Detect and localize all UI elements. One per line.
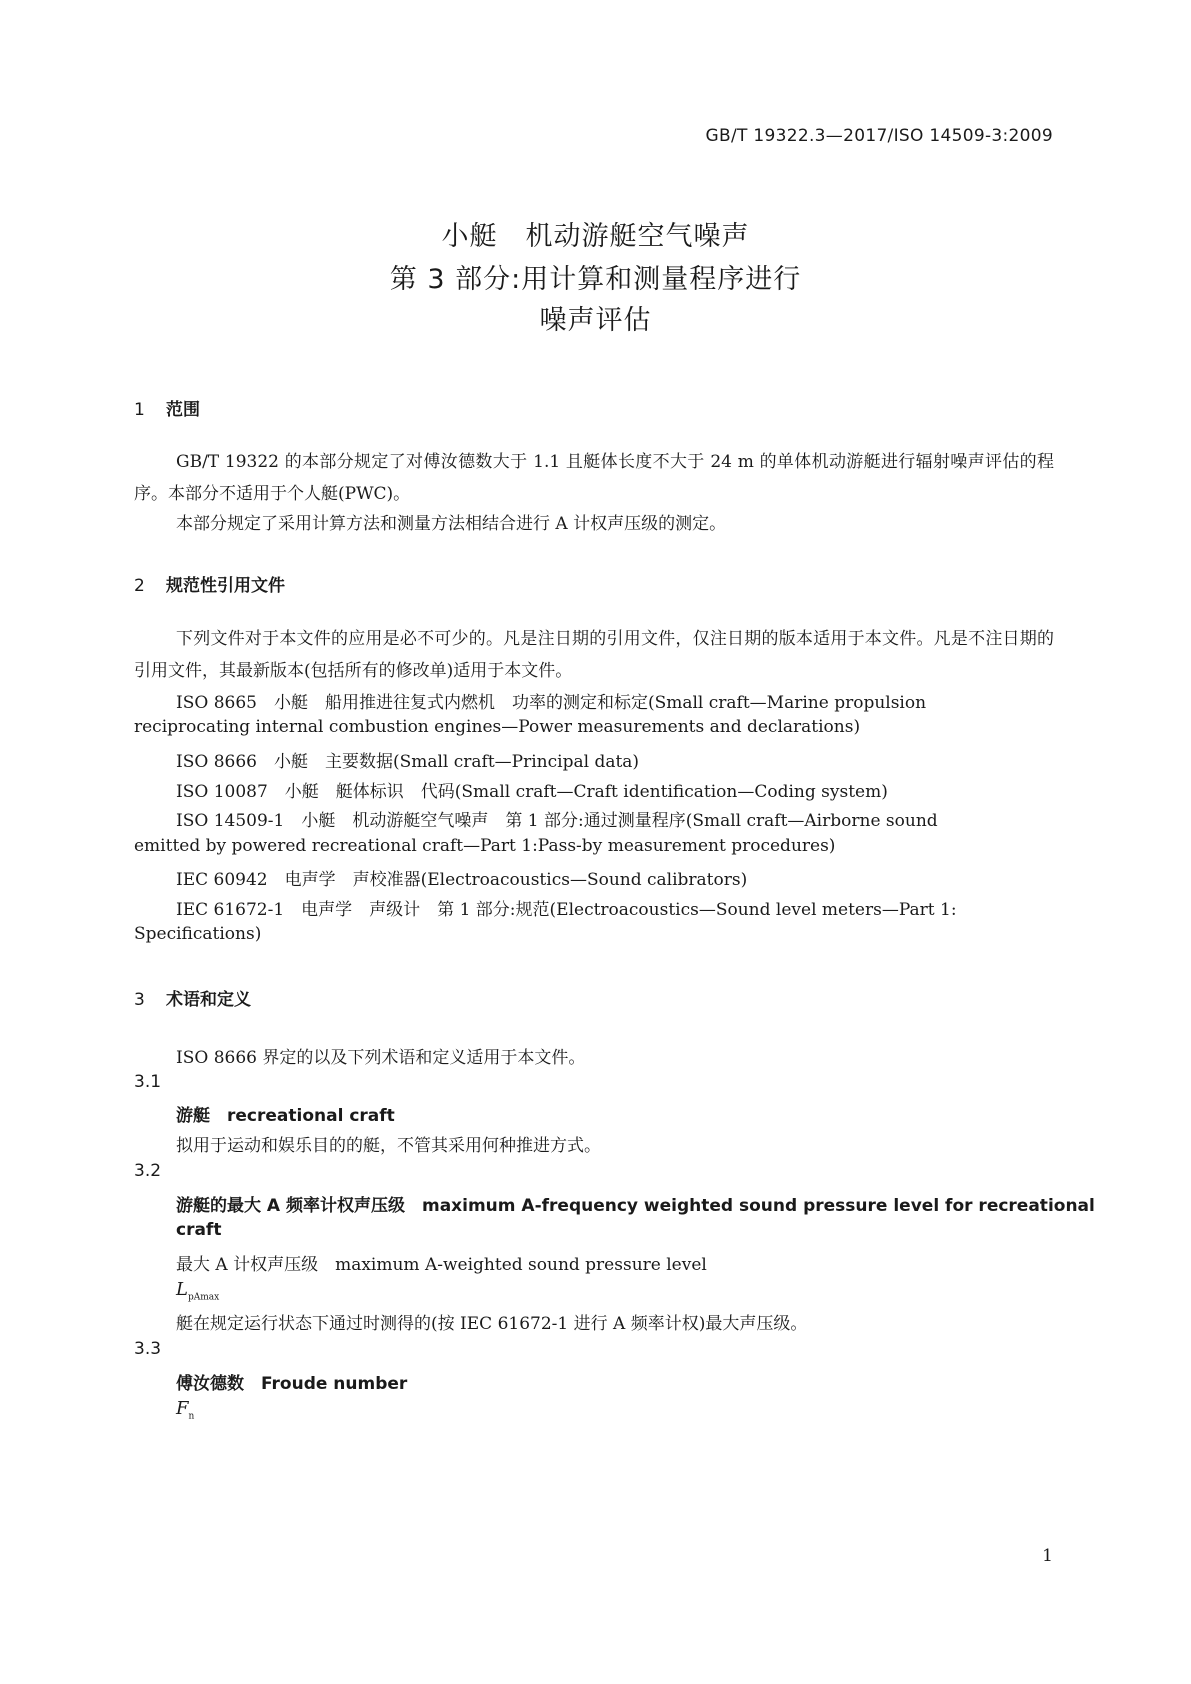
title-line-3: 噪声评估 [539, 305, 652, 336]
symbol-3-2: $L_{pAmax}$ [176, 1279, 220, 1303]
reference-iso-8665-line-2: reciprocating internal combustion engines—Power measurements and declarations) [134, 717, 861, 737]
section-3-heading [134, 985, 251, 1010]
term-3-1: 游艇 recreational craft [176, 1106, 395, 1126]
section-2-heading [134, 571, 285, 596]
page-number: 1 [1042, 1546, 1053, 1566]
reference-iec-61672-1-line-1: IEC 61672-1 电声学 声级计 第 1 部分:规范(Electroacoustics—Sound level meters—Part 1: [176, 900, 957, 920]
term-number-3-2: 3.2 [134, 1161, 162, 1181]
title-line-1: 小艇 机动游艇空气噪声 [441, 221, 750, 252]
title-line-2: 第 3 部分:用计算和测量程序进行 [389, 264, 802, 295]
section-2-intro: 下列文件对于本文件的应用是必不可少的。凡是注日期的引用文件，仅注日期的版本适用于本文件。凡是不注日期的引用文件，其最新版本(包括所有的修改单)适用于本文件。 [134, 629, 1054, 681]
section-title: 术语和定义 [166, 990, 251, 1010]
section-number: 1 [134, 400, 145, 420]
section-number: 2 [134, 576, 145, 596]
section-title: 规范性引用文件 [166, 576, 285, 596]
section-1-heading [134, 395, 200, 420]
document-header: GB/T 19322.3—2017/ISO 14509-3:2009 [705, 126, 1053, 146]
term-3-2-line-1: 游艇的最大 A 频率计权声压级 maximum A-frequency weighted sound pressure level for recreational [176, 1196, 1095, 1216]
reference-iso-14509-1-line-1: ISO 14509-1 小艇 机动游艇空气噪声 第 1 部分:通过测量程序(Small craft—Airborne sound [176, 811, 938, 831]
definition-3-2: 艇在规定运行状态下通过时测得的(按 IEC 61672-1 进行 A 频率计权)最大声压级。 [176, 1314, 808, 1334]
section-3-intro: ISO 8666 界定的以及下列术语和定义适用于本文件。 [176, 1048, 586, 1068]
reference-iso-8666: ISO 8666 小艇 主要数据(Small craft—Principal data) [176, 752, 640, 772]
reference-iso-10087: ISO 10087 小艇 艇体标识 代码(Small craft—Craft identification—Coding system) [176, 782, 888, 802]
admitted-term-3-2: 最大 A 计权声压级 maximum A-weighted sound pressure level [176, 1255, 707, 1275]
section-number: 3 [134, 990, 145, 1010]
reference-iec-60942: IEC 60942 电声学 声校准器(Electroacoustics—Sound calibrators) [176, 870, 748, 890]
definition-3-1: 拟用于运动和娱乐目的的艇，不管其采用何种推进方式。 [176, 1136, 601, 1156]
section-title: 范围 [166, 400, 200, 420]
term-3-3: 傅汝德数 Froude number [176, 1374, 408, 1394]
section-1-paragraph-2: 本部分规定了采用计算方法和测量方法相结合进行 A 计权声压级的测定。 [176, 514, 727, 534]
term-3-2-line-2: craft [176, 1220, 222, 1240]
reference-iec-61672-1-line-2: Specifications) [134, 924, 262, 944]
reference-iso-8665-line-1: ISO 8665 小艇 船用推进往复式内燃机 功率的测定和标定(Small craft—Marine propulsion [176, 693, 927, 713]
reference-iso-14509-1-line-2: emitted by powered recreational craft—Part 1:Pass-by measurement procedures) [134, 836, 836, 856]
term-number-3-3: 3.3 [134, 1339, 162, 1359]
term-number-3-1: 3.1 [134, 1072, 162, 1092]
section-1-paragraph-1: GB/T 19322 的本部分规定了对傅汝德数大于 1.1 且艇体长度不大于 24 m 的单体机动游艇进行辐射噪声评估的程序。本部分不适用于个人艇(PWC)。 [134, 452, 1054, 504]
symbol-3-3: $F_n$ [176, 1398, 195, 1422]
